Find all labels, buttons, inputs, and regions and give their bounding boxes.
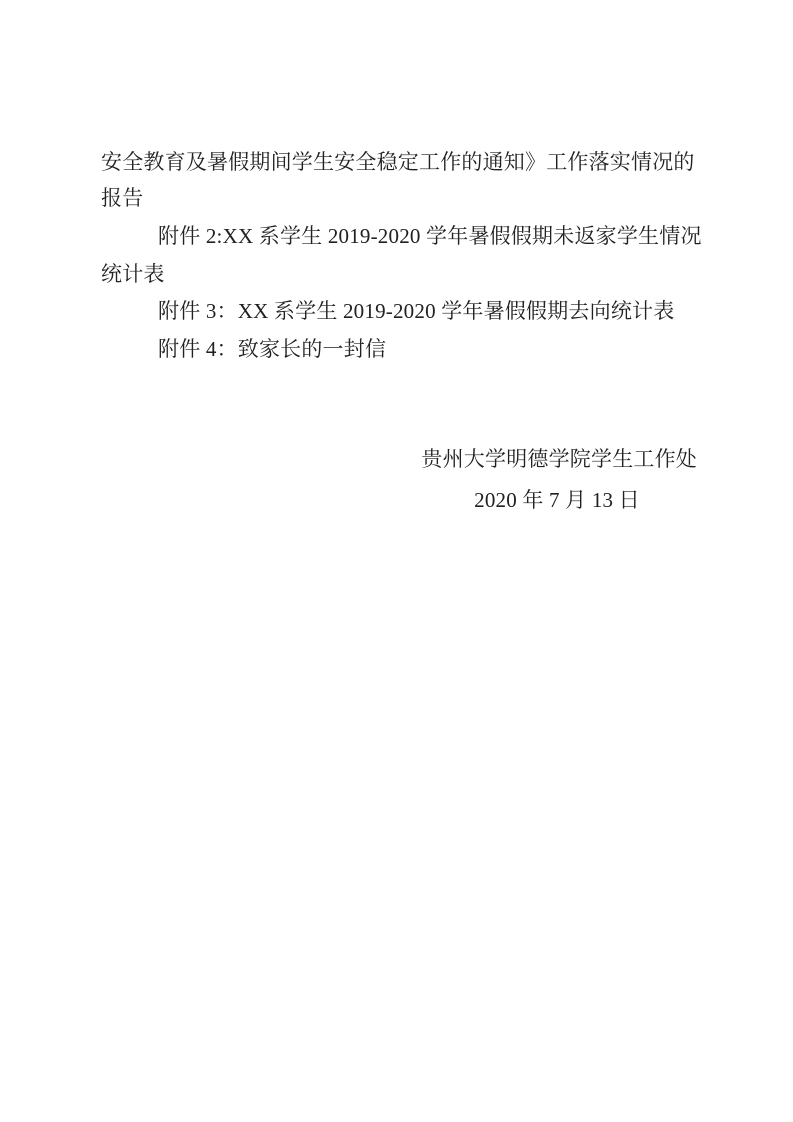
signature-date: 2020 年 7 月 13 日: [474, 488, 640, 512]
attachment-4-line: 附件 4：致家长的一封信: [158, 337, 387, 361]
signature-organization: 贵州大学明德学院学生工作处: [421, 447, 697, 471]
attachment-3-line: 附件 3：XX 系学生 2019-2020 学年暑假假期去向统计表: [158, 299, 675, 323]
attachment-2-line-2: 统计表: [101, 262, 165, 286]
attachment-2-line-1: 附件 2:XX 系学生 2019-2020 学年暑假假期未返家学生情况: [158, 224, 702, 248]
paragraph-report-title-line-1: 安全教育及暑假期间学生安全稳定工作的通知》工作落实情况的: [101, 150, 695, 174]
paragraph-report-title-line-2: 报告: [101, 186, 144, 210]
